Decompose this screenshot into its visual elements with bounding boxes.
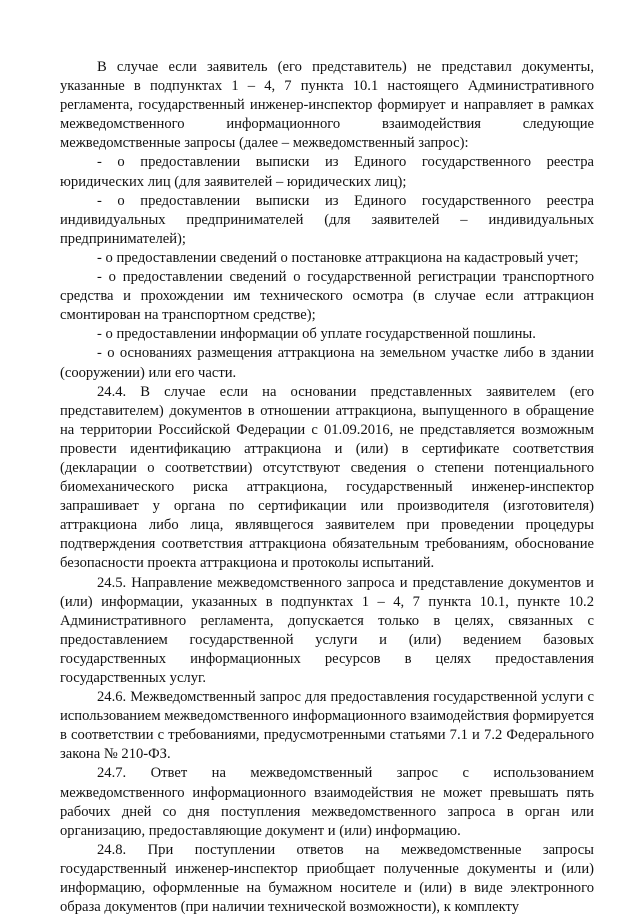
- document-page: [60, 58, 594, 917]
- list-item-entrepreneurs-registry: - о предоставлении выписки из Единого государственного реестра индивидуальных предпринимателей (для заявителей – индивидуальных предпринимателей);: [60, 192, 594, 247]
- paragraph-24-8: 24.8. При поступлении ответов на межведомственные запросы государственный инженер-инспектор приобщает полученные документы и (или) информацию, оформленные на бумажном носителе и (или) в виде электронного образа документов (при наличии технической возможности), к комплекту: [60, 841, 594, 916]
- paragraph-intro: В случае если заявитель (его представитель) не представил документы, указанные в подпунктах 1 – 4, 7 пункта 10.1 настоящего Административного регламента, государственный инженер-инспектор формирует и направляет в рамках межведомственного информационного взаимодействия следующие межведомственные запросы (далее – межведомственный запрос):: [60, 59, 594, 152]
- list-item-state-fee: - о предоставлении информации об уплате государственной пошлины.: [97, 326, 536, 343]
- paragraph-24-4: 24.4. В случае если на основании представленных заявителем (его представителем) документов в отношении аттракциона, выпущенного в обращение на территории Российской Федерации с 01.09.2016, не представляется возможным провести идентификацию аттракциона и (или) в сертификате соответствия (декларации о соответствии) отсутствуют сведения о степени потенциального биомеханического риска аттракциона, государственный инженер-инспектор запрашивает у органа по сертификации или производителя (изготовителя) аттракциона либо лица, являвщегося заявителем при проведении процедуры подтверждения соответствия аттракциона обязательным требованиям, обоснование безопасности проекта аттракциона и протоколы испытаний.: [60, 383, 594, 572]
- list-item-legal-entities-registry: - о предоставлении выписки из Единого государственного реестра юридических лиц (для заявителей – юридических лиц);: [60, 154, 594, 190]
- paragraph-24-6: 24.6. Межведомственный запрос для предоставления государственной услуги с использованием межведомственного информационного взаимодействия формируется в соответствии с требованиями, предусмотренными статьями 7.1 и 7.2 Федерального закона № 210-ФЗ.: [60, 689, 594, 763]
- paragraph-24-5: 24.5. Направление межведомственного запроса и представление документов и (или) информации, указанных в подпунктах 1 – 4, 7 пункта 10.1, пункте 10.2 Административного регламента, допускается только в целях, связанных с предоставлением государственной услуги и (или) ведением базовых государственных информационных ресурсов в целях предоставления государственных услуг.: [60, 574, 594, 686]
- list-item-cadastral-registration: - о предоставлении сведений о постановке аттракциона на кадастровый учет;: [97, 249, 579, 266]
- paragraph-24-7: 24.7. Ответ на межведомственный запрос с использованием межведомственного информационного взаимодействия не может превышать пять рабочих дней со дня поступления межведомственного запроса в орган или организацию, предоставляющие документ и (или) информацию.: [60, 765, 594, 839]
- list-item-placement-grounds: - о основаниях размещения аттракциона на земельном участке либо в здании (сооружении) или его части.: [60, 345, 594, 381]
- list-item-vehicle-registration: - о предоставлении сведений о государственной регистрации транспортного средства и прохождении им технического осмотра (в случае если аттракцион смонтирован на транспортном средстве);: [60, 269, 594, 324]
